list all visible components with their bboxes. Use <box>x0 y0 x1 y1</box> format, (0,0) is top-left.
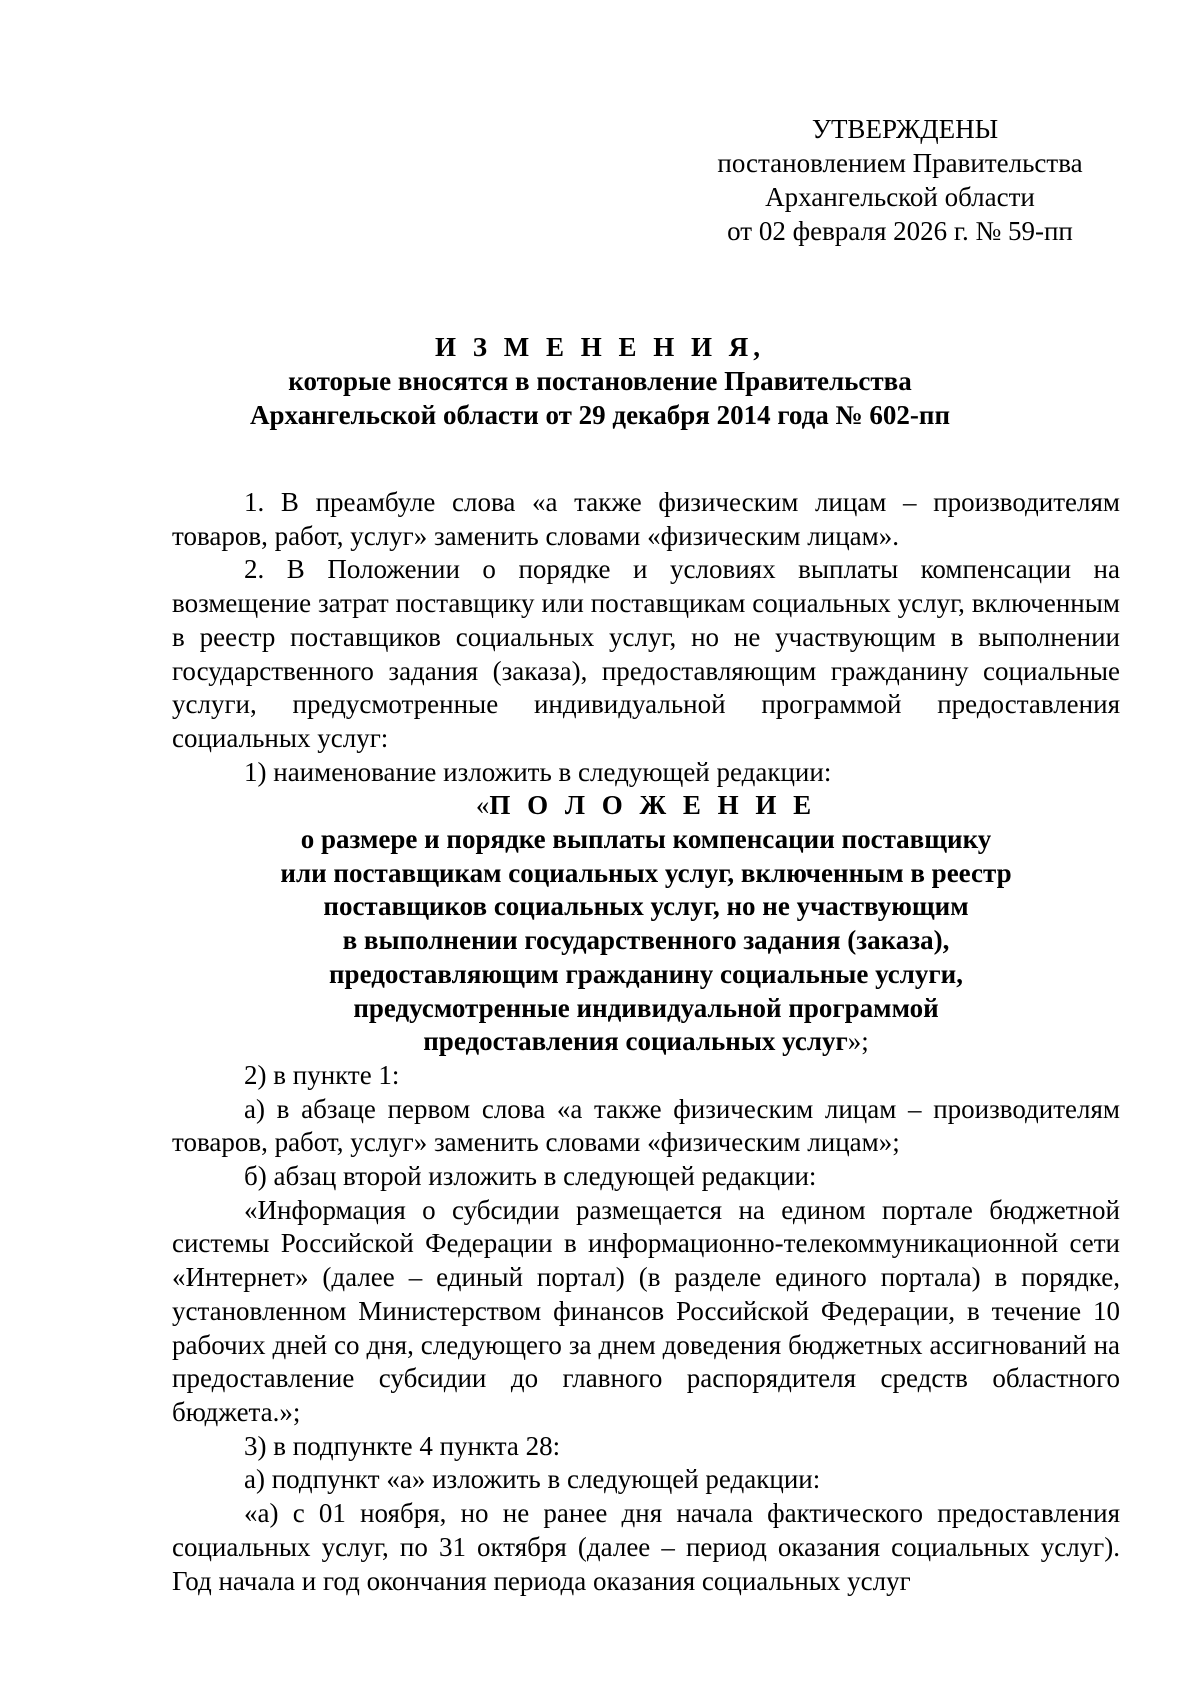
paragraph: 1) наименование изложить в следующей редакции: <box>244 756 832 787</box>
polozhenie-line: поставщиков социальных услуг, но не участвующим <box>323 891 969 922</box>
polozhenie-line: предусмотренные индивидуальной программой <box>353 992 939 1023</box>
paragraph: «а) с 01 ноября, но не ранее дня начала фактического предоставления социальных услуг, по 31 октября (далее – период оказания социальных услуг). Год начала и год окончания периода оказания социальных услуг <box>172 1498 1120 1596</box>
document-title <box>150 330 1050 432</box>
paragraph: 2. В Положении о порядке и условиях выплаты компенсации на возмещение затрат поставщику или поставщикам социальных услуг, включенным в реестр поставщиков социальных услуг, но не участвующим в выполнении государственного задания (заказа), предоставляющим гражданину социальные услуги, предусмотренные индивидуальной программой предоставления социальных услуг: <box>172 554 1120 753</box>
paragraph: 3) в подпункте 4 пункта 28: <box>244 1430 561 1461</box>
close-quote: »; <box>847 1026 869 1057</box>
approval-line: постановлением Правительства <box>717 148 1083 178</box>
approval-line: Архангельской области <box>765 182 1035 212</box>
polozhenie-line: предоставляющим гражданину социальные услуги, <box>329 958 963 989</box>
document-body <box>172 486 1120 1598</box>
paragraph: 2) в пункте 1: <box>244 1059 400 1090</box>
approval-heading: УТВЕРЖДЕНЫ <box>811 114 999 144</box>
title-line: которые вносятся в постановление Правительства <box>288 366 912 396</box>
polozhenie-line: или поставщикам социальных услуг, включенным в реестр <box>280 857 1012 888</box>
paragraph: «Информация о субсидии размещается на едином портале бюджетной системы Российской Федерации в информационно-телекоммуникационной сети «Интернет» (далее – единый портал) (в разделе единого портала) в порядке, установленном Министерством финансов Российской Федерации, в течение 10 рабочих дней со дня, следующего за днем доведения бюджетных ассигнований на предоставление субсидии до главного распорядителя средств областного бюджета.»; <box>172 1194 1120 1427</box>
polozhenie-title <box>172 789 1120 1059</box>
paragraph: б) абзац второй изложить в следующей редакции: <box>244 1161 817 1192</box>
title-heading: И З М Е Н Е Н И Я, <box>434 332 765 362</box>
polozhenie-heading: «П О Л О Ж Е Н И Е <box>475 790 817 821</box>
paragraph: а) подпункт «а» изложить в следующей редакции: <box>244 1464 821 1495</box>
approval-date: от 02 февраля 2026 г. № 59-пп <box>727 216 1073 246</box>
polozhenie-line: о размере и порядке выплаты компенсации поставщику <box>300 824 992 855</box>
title-line: Архангельской области от 29 декабря 2014 года № 602-пп <box>249 400 951 430</box>
polozhenie-line: в выполнении государственного задания (заказа), <box>342 925 950 956</box>
polozhenie-line: предоставления социальных услуг»; <box>423 1026 869 1057</box>
approval-stamp <box>700 112 1100 248</box>
paragraph: 1. В преамбуле слова «а также физическим лицам – производителям товаров, работ, услуг» заменить словами «физическим лицам». <box>172 487 1120 551</box>
paragraph: а) в абзаце первом слова «а также физическим лицам – производителям товаров, работ, услуг» заменить словами «физическим лицам»; <box>172 1093 1120 1158</box>
open-quote: « <box>475 790 490 821</box>
